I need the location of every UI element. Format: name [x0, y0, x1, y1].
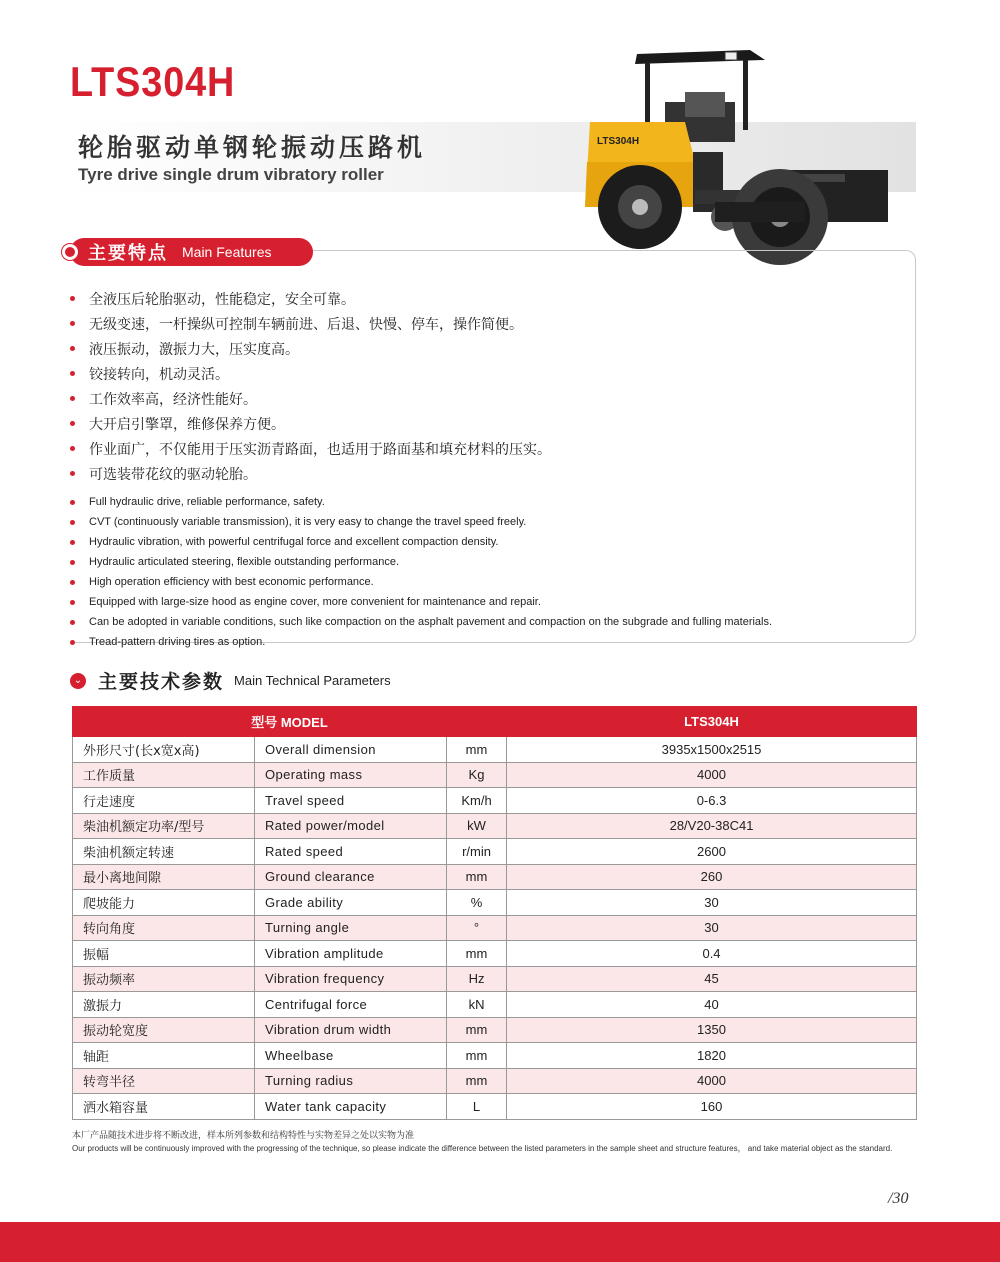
param-unit: kW — [447, 813, 507, 839]
param-name-cn: 振动频率 — [73, 966, 255, 992]
table-row — [73, 941, 917, 967]
param-unit: L — [447, 1094, 507, 1120]
param-name-cn: 振动轮宽度 — [73, 1017, 255, 1043]
param-value: 30 — [507, 890, 917, 916]
list-item: 液压振动，激振力大，压实度高。 — [70, 336, 551, 361]
list-item: High operation efficiency with best economic performance. — [70, 572, 772, 592]
bullet-icon — [70, 446, 75, 451]
param-name-en: Travel speed — [255, 788, 447, 814]
table-row — [73, 864, 917, 890]
param-name-en: Wheelbase — [255, 1043, 447, 1069]
table-row — [73, 1068, 917, 1094]
bullet-icon — [70, 560, 75, 565]
param-value: 0-6.3 — [507, 788, 917, 814]
param-name-en: Turning radius — [255, 1068, 447, 1094]
param-unit: ° — [447, 915, 507, 941]
param-name-cn: 轴距 — [73, 1043, 255, 1069]
param-name-cn: 最小离地间隙 — [73, 864, 255, 890]
param-name-en: Vibration drum width — [255, 1017, 447, 1043]
param-name-en: Rated power/model — [255, 813, 447, 839]
list-item: 工作效率高，经济性能好。 — [70, 386, 551, 411]
param-value: 2600 — [507, 839, 917, 865]
bullet-icon — [70, 520, 75, 525]
param-name-en: Centrifugal force — [255, 992, 447, 1018]
param-name-en: Overall dimension — [255, 737, 447, 763]
param-value: 30 — [507, 915, 917, 941]
param-unit: r/min — [447, 839, 507, 865]
param-name-cn: 激振力 — [73, 992, 255, 1018]
list-item: 无级变速，一杆操纵可控制车辆前进、后退、快慢、停车，操作简便。 — [70, 311, 551, 336]
bullet-icon — [70, 421, 75, 426]
params-heading-en: Main Technical Parameters — [234, 673, 391, 688]
param-name-en: Operating mass — [255, 762, 447, 788]
param-value: 45 — [507, 966, 917, 992]
header-value: LTS304H — [507, 707, 917, 737]
param-unit: kN — [447, 992, 507, 1018]
bullet-icon — [70, 396, 75, 401]
param-unit: mm — [447, 737, 507, 763]
params-heading-cn: 主要技术参数 — [98, 671, 225, 693]
bullet-icon — [70, 640, 75, 645]
spec-table-body — [73, 737, 917, 1120]
param-unit: % — [447, 890, 507, 916]
param-value: 4000 — [507, 762, 917, 788]
roller-machine-image — [575, 42, 895, 272]
param-name-en: Turning angle — [255, 915, 447, 941]
param-value: 4000 — [507, 1068, 917, 1094]
param-unit: mm — [447, 1043, 507, 1069]
chevron-down-icon: ⌄ — [70, 673, 86, 689]
features-list-cn — [70, 286, 551, 486]
table-row — [73, 813, 917, 839]
list-item: Hydraulic vibration, with powerful centrifugal force and excellent compaction density. — [70, 532, 772, 552]
spec-table — [72, 706, 917, 1120]
table-row — [73, 1094, 917, 1120]
param-name-cn: 转向角度 — [73, 915, 255, 941]
bottom-bar — [0, 1222, 1000, 1262]
param-value: 3935x1500x2515 — [507, 737, 917, 763]
param-name-cn: 行走速度 — [73, 788, 255, 814]
list-item: Equipped with large-size hood as engine cover, more convenient for maintenance and repair. — [70, 592, 772, 612]
list-item: 作业面广，不仅能用于压实沥青路面，也适用于路面基和填充材料的压实。 — [70, 436, 551, 461]
param-name-cn: 爬坡能力 — [73, 890, 255, 916]
list-item: Hydraulic articulated steering, flexible outstanding performance. — [70, 552, 772, 572]
param-name-cn: 洒水箱容量 — [73, 1094, 255, 1120]
param-unit: mm — [447, 864, 507, 890]
param-unit: mm — [447, 1017, 507, 1043]
product-title-cn: 轮胎驱动单钢轮振动压路机 — [78, 133, 427, 162]
param-name-en: Grade ability — [255, 890, 447, 916]
model-title: LTS304H — [70, 58, 236, 105]
header-model: 型号 MODEL — [73, 707, 507, 737]
param-name-en: Rated speed — [255, 839, 447, 865]
params-heading — [70, 667, 391, 694]
param-name-cn: 工作质量 — [73, 762, 255, 788]
param-name-cn: 振幅 — [73, 941, 255, 967]
table-row — [73, 915, 917, 941]
param-unit: Hz — [447, 966, 507, 992]
param-name-cn: 柴油机额定转速 — [73, 839, 255, 865]
features-tab-cn: 主要特点 — [88, 243, 168, 264]
param-name-cn: 转弯半径 — [73, 1068, 255, 1094]
param-value: 260 — [507, 864, 917, 890]
list-item: Can be adopted in variable conditions, such like compaction on the asphalt pavement and compaction on the subgrade and fulling materials. — [70, 612, 772, 632]
list-item: Tread-pattern driving tires as option. — [70, 632, 772, 652]
features-list-en — [70, 492, 772, 652]
param-name-cn: 柴油机额定功率/型号 — [73, 813, 255, 839]
machine-body-label: LTS304H — [597, 136, 640, 147]
table-row — [73, 992, 917, 1018]
bullet-icon — [70, 346, 75, 351]
list-item: CVT (continuously variable transmission), it is very easy to change the travel speed freely. — [70, 512, 772, 532]
table-row — [73, 737, 917, 763]
list-item: 全液压后轮胎驱动，性能稳定，安全可靠。 — [70, 286, 551, 311]
param-value: 40 — [507, 992, 917, 1018]
param-value: 1350 — [507, 1017, 917, 1043]
table-header-row — [73, 707, 917, 737]
param-name-en: Vibration amplitude — [255, 941, 447, 967]
param-value: 1820 — [507, 1043, 917, 1069]
list-item: 大开启引擎罩，维修保养方便。 — [70, 411, 551, 436]
param-value: 0.4 — [507, 941, 917, 967]
table-row — [73, 762, 917, 788]
product-title-en: Tyre drive single drum vibratory roller — [78, 165, 384, 184]
param-unit: mm — [447, 941, 507, 967]
bullet-icon — [70, 321, 75, 326]
table-row — [73, 1043, 917, 1069]
features-tab-dot-icon — [62, 244, 78, 260]
param-name-en: Vibration frequency — [255, 966, 447, 992]
table-row — [73, 839, 917, 865]
param-name-en: Ground clearance — [255, 864, 447, 890]
param-value: 28/V20-38C41 — [507, 813, 917, 839]
bullet-icon — [70, 296, 75, 301]
bullet-icon — [70, 600, 75, 605]
table-row — [73, 788, 917, 814]
param-name-cn: 外形尺寸(长x宽x高) — [73, 737, 255, 763]
list-item: 可选装带花纹的驱动轮胎。 — [70, 461, 551, 486]
list-item: 铰接转向，机动灵活。 — [70, 361, 551, 386]
bullet-icon — [70, 471, 75, 476]
table-row — [73, 890, 917, 916]
param-unit: Km/h — [447, 788, 507, 814]
features-tab — [70, 238, 313, 266]
param-name-en: Water tank capacity — [255, 1094, 447, 1120]
bullet-icon — [70, 371, 75, 376]
page-number: /30 — [888, 1190, 909, 1207]
note-en: Our products will be continuously improved with the progressing of the technique, so please indicate the difference between the listed parameters in the sample sheet and structure features， and take material object as the standard. — [72, 1144, 893, 1153]
bullet-icon — [70, 620, 75, 625]
param-unit: mm — [447, 1068, 507, 1094]
param-value: 160 — [507, 1094, 917, 1120]
bullet-icon — [70, 500, 75, 505]
list-item: Full hydraulic drive, reliable performance, safety. — [70, 492, 772, 512]
bullet-icon — [70, 580, 75, 585]
table-row — [73, 966, 917, 992]
note-cn: 本厂产品随技术进步将不断改进，样本所列参数和结构特性与实物差异之处以实物为准 — [72, 1131, 415, 1141]
features-tab-en: Main Features — [182, 244, 272, 260]
table-row — [73, 1017, 917, 1043]
param-unit: Kg — [447, 762, 507, 788]
bullet-icon — [70, 540, 75, 545]
